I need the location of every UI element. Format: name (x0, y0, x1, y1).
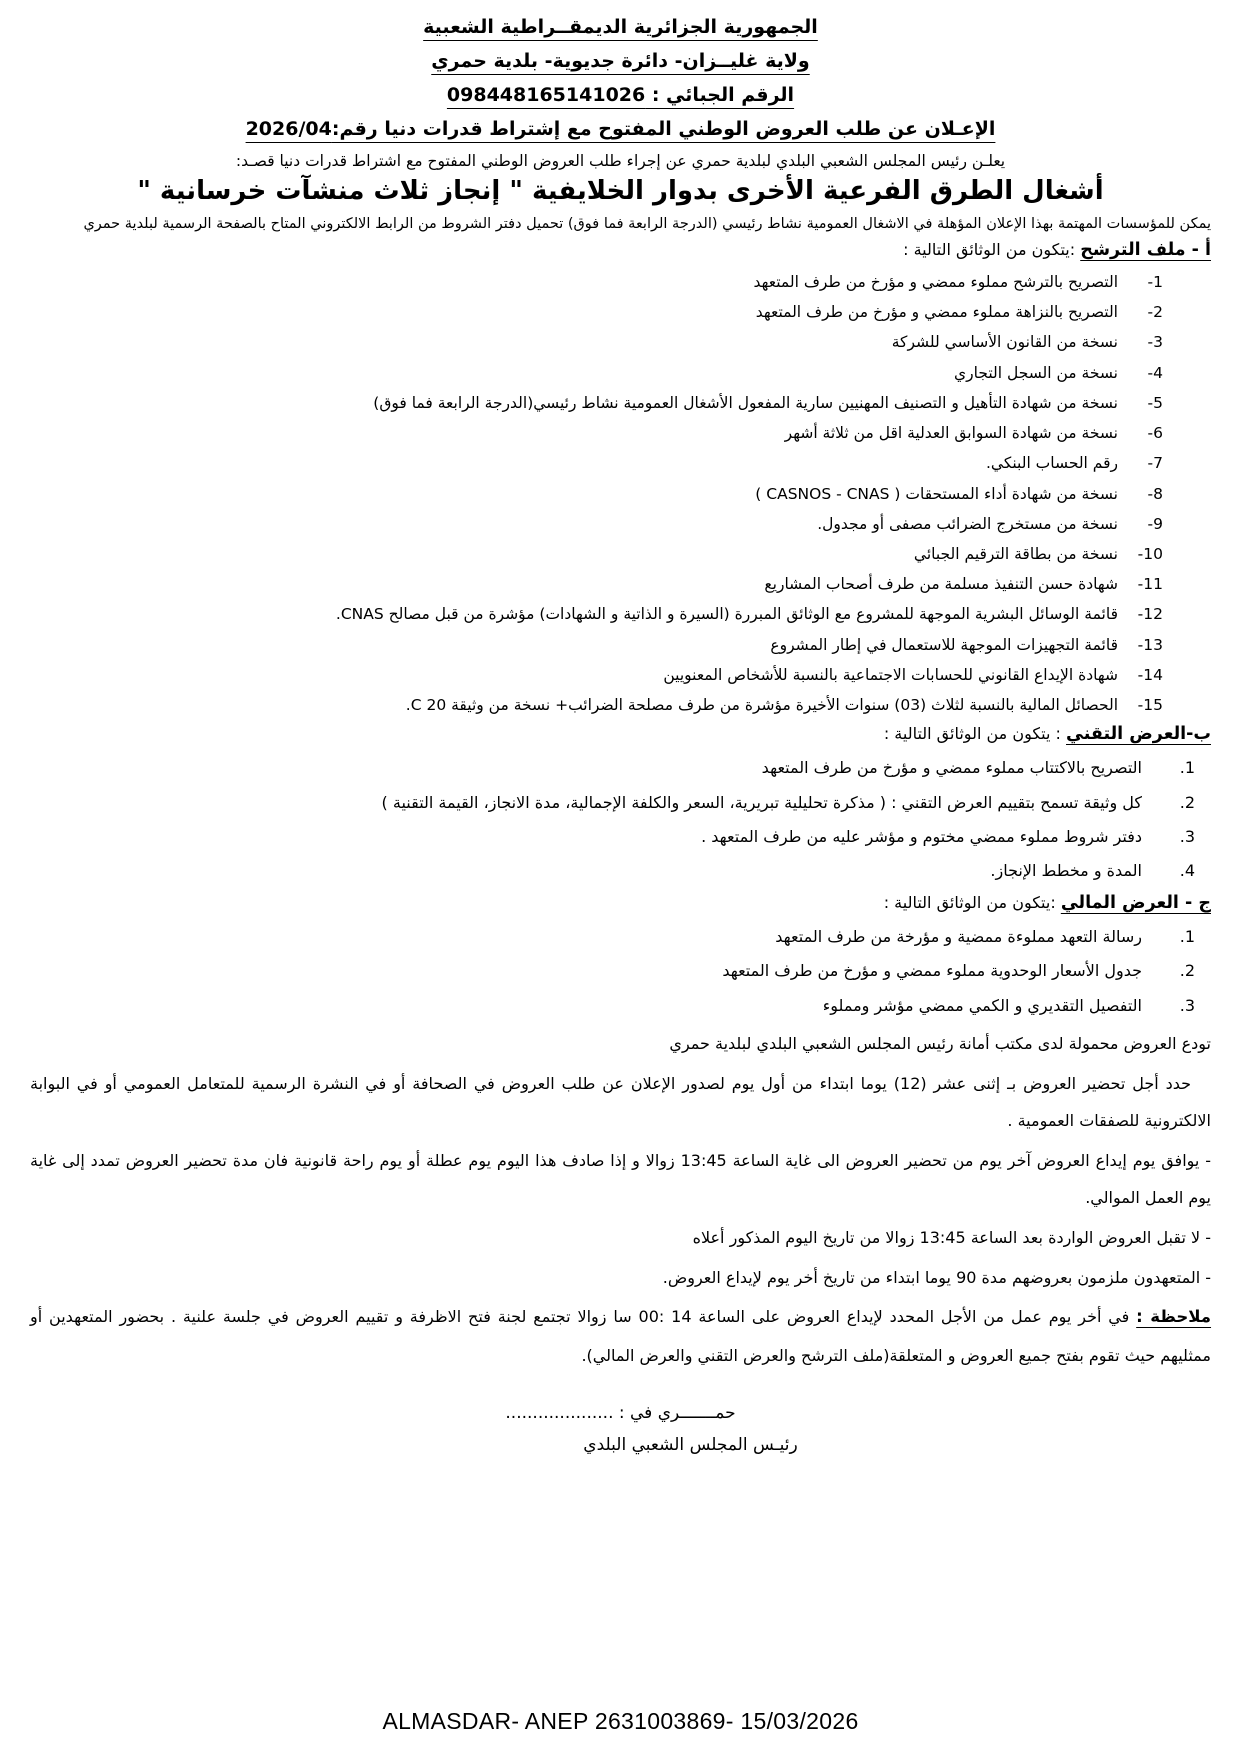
item-number: 5- (1147, 393, 1163, 412)
list-item (30, 418, 1211, 448)
note-label: ملاحظة : (1136, 1307, 1212, 1327)
publication-footer: ALMASDAR- ANEP 2631003869- 15/03/2026 (382, 1708, 859, 1734)
item-number: 3- (1147, 333, 1163, 352)
place-date-line: حمـــــــري في : .................... (505, 1402, 736, 1423)
list-item (30, 660, 1211, 690)
item-text: التفصيل التقديري و الكمي ممضي مؤشر ومملوء (822, 995, 1142, 1015)
list-item (30, 539, 1211, 569)
item-number: 8- (1147, 484, 1163, 503)
item-text: التصريح بالاكتتاب مملوء ممضي و مؤرخ من طرف المتعهد (761, 758, 1142, 778)
late-offers-paragraph: - لا تقبل العروض الواردة بعد الساعة 13:45 زوالا من تاريخ اليوم المذكور أعلاه (692, 1227, 1211, 1247)
item-text: شهادة الإيداع القانوني للحسابات الاجتماعية بالنسبة للأشخاص المعنويين (663, 665, 1118, 684)
list-item (30, 327, 1211, 357)
item-text: نسخة من شهادة التأهيل و التصنيف المهنيين سارية المفعول الأشغال العمومية نشاط رئيسي(الدرجة الرابعة فما فوق) (373, 393, 1118, 412)
item-number: 11- (1137, 575, 1163, 594)
item-text: كل وثيقة تسمح بتقييم العرض التقني : ( مذكرة تحليلية تبريرية، السعر والكلفة الإجمالية، مدة الانجاز، القيمة التقنية ) (381, 792, 1142, 812)
item-number: 2- (1147, 303, 1163, 322)
item-text: نسخة من بطاقة الترقيم الجبائي (913, 544, 1118, 563)
item-number: 7- (1147, 454, 1163, 473)
list-item (30, 954, 1211, 988)
list-item (30, 267, 1211, 297)
item-number: 15- (1137, 696, 1163, 715)
section-c-label: ج - العرض المالي (1060, 892, 1211, 913)
eligibility-paragraph: يمكن للمؤسسات المهتمة بهذا الإعلان المؤهلة في الاشغال العمومية نشاط رئيسي (الدرجة الرابعة فما فوق) تحميل دفتر الشروط من الرابط الالكتروني المتاح بالصفحة الرسمية لبلدية حمري (83, 216, 1211, 232)
list-item (30, 388, 1211, 418)
list-item (30, 854, 1211, 888)
list-item (30, 509, 1211, 539)
list-item (30, 569, 1211, 599)
list-item (30, 448, 1211, 478)
list-item (30, 479, 1211, 509)
item-number: 10- (1137, 544, 1163, 563)
item-text: نسخة من مستخرج الضرائب مصفى أو مجدول. (817, 514, 1118, 533)
financial-offer-list (30, 920, 1211, 1023)
item-text: نسخة من شهادة السوابق العدلية اقل من ثلاثة أشهر (784, 424, 1118, 443)
item-text: شهادة حسن التنفيذ مسلمة من طرف أصحاب المشاريع (764, 575, 1118, 594)
list-item (30, 751, 1211, 785)
list-item (30, 786, 1211, 820)
item-number: 2. (1179, 961, 1195, 981)
item-number: 3. (1179, 995, 1195, 1015)
deposit-paragraph: تودع العروض محمولة لدى مكتب أمانة رئيس المجلس الشعبي البلدي لبلدية حمري (669, 1034, 1211, 1054)
item-number: 14- (1137, 665, 1163, 684)
list-item (30, 690, 1211, 720)
list-item (30, 297, 1211, 327)
section-a-heading (30, 240, 1211, 260)
section-a-label: أ - ملف الترشح (1080, 240, 1211, 260)
item-number: 2. (1179, 792, 1195, 812)
item-text: رقم الحساب البنكي. (985, 454, 1118, 473)
intro-line: يعلـن رئيس المجلس الشعبي البلدي لبلدية حمري عن إجراء طلب العروض الوطني المفتوح مع اشتراط قدرات دنيا قصـد: (235, 152, 1006, 170)
list-item (30, 358, 1211, 388)
section-a-rest: :يتكون من الوثائق التالية : (903, 240, 1081, 259)
item-text: التصريح بالنزاهة مملوء ممضي و مؤرخ من طرف المتعهد (755, 303, 1118, 322)
technical-offer-list (30, 751, 1211, 889)
candidacy-file-list (30, 267, 1211, 720)
item-number: 1. (1179, 926, 1195, 946)
item-text: نسخة من شهادة أداء المستحقات ( CASNOS - CNAS ) (755, 484, 1118, 503)
item-text: رسالة التعهد مملوءة ممضية و مؤرخة من طرف المتعهد (775, 926, 1142, 946)
item-number: 4. (1179, 861, 1195, 881)
header-tax-number-line: الرقم الجبائي : 098448165141026 (446, 84, 795, 106)
item-text: قائمة التجهيزات الموجهة للاستعمال في إطار المشروع (770, 635, 1118, 654)
note-paragraph (30, 1298, 1211, 1374)
preparation-deadline-paragraph: حدد أجل تحضير العروض بـ إثنى عشر (12) يوما ابتداء من أول يوم لصدور الإعلان عن طلب العروض في الصحافة أو في النشرة الرسمية للمتعامل العمومي أو في البوابة الالكترونية للصفقات العمومية . (30, 1073, 1211, 1131)
document-header (30, 16, 1211, 140)
item-text: التصريح بالترشح مملوء ممضي و مؤرخ من طرف المتعهد (753, 273, 1118, 291)
item-text: دفتر شروط مملوء ممضي مختوم و مؤشر عليه من طرف المتعهد . (701, 827, 1142, 847)
deposit-day-paragraph: - يوافق يوم إيداع العروض آخر يوم من تحضير العروض الى غاية الساعة 13:45 زوالا و إذا صادف هذا اليوم يوم عطلة أو يوم راحة قانونية فان مدة تحضير العروض تمدد إلى غاية يوم العمل الموالي. (30, 1150, 1211, 1208)
item-number: 1- (1147, 273, 1163, 291)
item-number: 12- (1137, 605, 1163, 624)
header-announcement-line: الإعـلان عن طلب العروض الوطني المفتوح مع إشتراط قدرات دنيا رقم:2026/04 (245, 118, 996, 140)
item-text: قائمة الوسائل البشرية الموجهة للمشروع مع الوثائق المبررة (السيرة و الذاتية و الشهادات) مؤشرة من قبل مصالح CNAS. (335, 605, 1118, 624)
item-number: 1. (1179, 758, 1195, 778)
item-text: جدول الأسعار الوحدوية مملوء ممضي و مؤرخ من طرف المتعهد (722, 961, 1142, 981)
item-number: 6- (1147, 424, 1163, 443)
list-item (30, 630, 1211, 660)
note-text: في أخر يوم عمل من الأجل المحدد لإيداع العروض على الساعة 14 :00 سا زوالا تجتمع لجنة فتح الاظرفة و تقييم العروض في جلسة علنية . بحضور المتعهدين أو ممثليهم حيث تقوم بفتح جميع العروض و المتعلقة(ملف الترشح والعرض التقني والعرض المالي). (30, 1307, 1211, 1365)
item-text: الحصائل المالية بالنسبة لثلاث (03) سنوات الأخيرة مؤشرة من طرف مصلحة الضرائب+ نسخة من وثيقة C 20. (405, 696, 1118, 715)
section-b-heading (30, 724, 1211, 744)
list-item (30, 820, 1211, 854)
list-item (30, 599, 1211, 629)
project-title: أشغال الطرق الفرعية الأخرى بدوار الخلايفية " إنجاز ثلاث منشآت خرسانية " (137, 176, 1104, 206)
item-number: 3. (1179, 827, 1195, 847)
item-number: 13- (1137, 635, 1163, 654)
item-number: 9- (1147, 514, 1163, 533)
item-number: 4- (1147, 363, 1163, 382)
section-b-label: ب-العرض التقني (1066, 724, 1211, 745)
section-b-rest: : يتكون من الوثائق التالية : (883, 724, 1067, 744)
item-text: نسخة من السجل التجاري (954, 363, 1118, 382)
list-item (30, 920, 1211, 954)
offers-validity-paragraph: - المتعهدون ملزمون بعروضهم مدة 90 يوما ابتداء من تاريخ أخر يوم لإيداع العروض. (662, 1267, 1211, 1287)
item-text: نسخة من القانون الأساسي للشركة (891, 333, 1118, 352)
header-republic-line: الجمهورية الجزائرية الديمقــراطية الشعبية (423, 16, 818, 38)
list-item (30, 989, 1211, 1023)
section-c-rest: :يتكون من الوثائق التالية : (883, 892, 1061, 912)
signature-title: رئيـس المجلس الشعبي البلدي (583, 1434, 798, 1455)
section-c-heading (30, 893, 1211, 913)
header-wilaya-line: ولاية غليــزان- دائرة جديوية- بلدية حمري (431, 50, 810, 72)
item-text: المدة و مخطط الإنجاز. (990, 861, 1142, 881)
